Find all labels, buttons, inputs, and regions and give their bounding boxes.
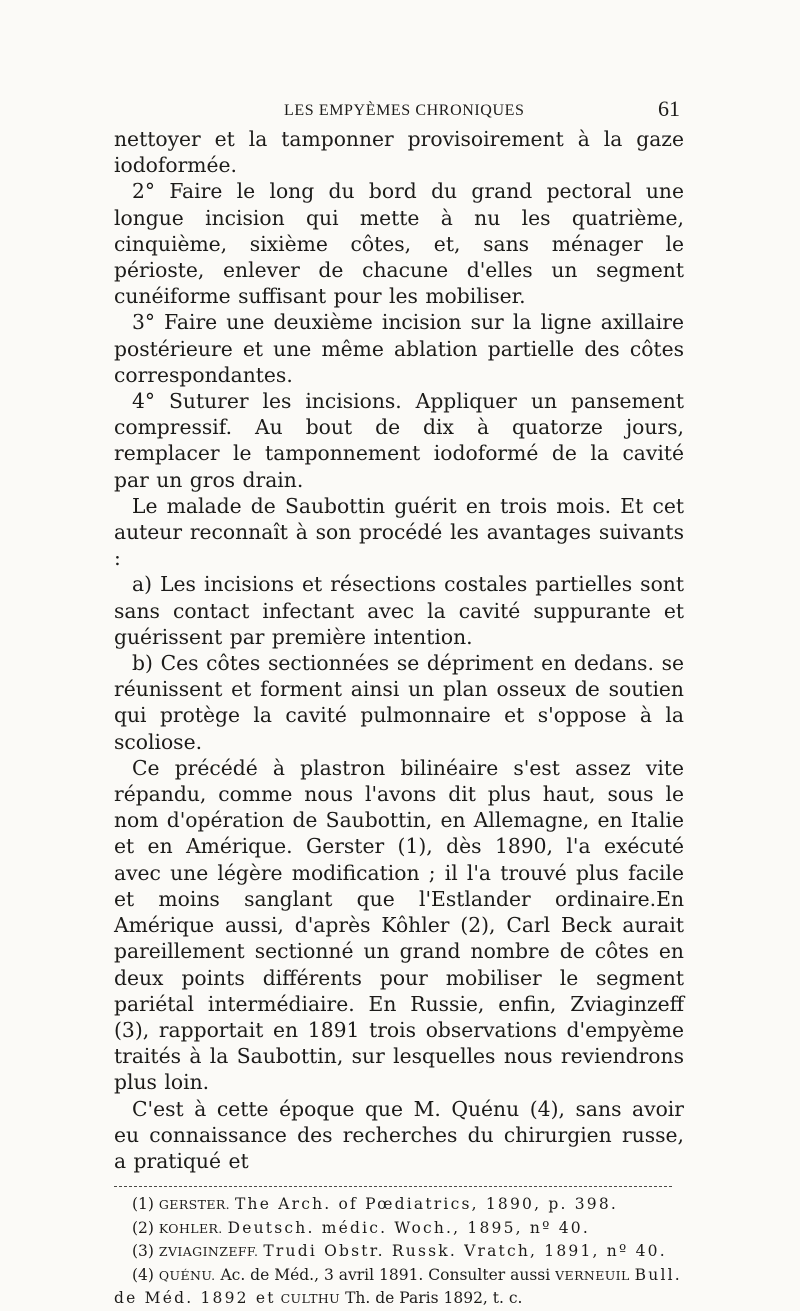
footnote-author: KOHLER. [158, 1220, 223, 1236]
body-text [114, 126, 684, 1174]
footnote-number: (4) [132, 1265, 154, 1284]
footnote [114, 1240, 684, 1264]
footnote-number: (3) [132, 1242, 154, 1261]
paragraph: 4° Suturer les incisions. Appliquer un pansement compressif. Au bout de dix à quatorze jours, remplacer le tamponnement iodoformé de la cavité par un gros drain. [114, 389, 684, 492]
footnote-author: GERSTER. [158, 1197, 231, 1213]
footnote-text: Bull. de Méd. 1892 et [114, 1265, 682, 1308]
paragraph: C'est à cette époque que M. Quénu (4), sans avoir eu connaissance des recherches du chirurgien russe, a pratiqué et [114, 1096, 684, 1173]
footnote-text: Trudi Obstr. Russk. Vratch, 1891, nº 40. [263, 1242, 667, 1261]
footnote-author: QUÉNU. [158, 1267, 216, 1283]
footnote-author: VERNEUIL [555, 1267, 630, 1283]
footnote-number: (2) [132, 1218, 154, 1237]
footnote [114, 1264, 684, 1311]
page-number: 61 [658, 96, 680, 121]
running-title: LES EMPYÈMES CHRONIQUES [284, 102, 525, 119]
running-header [114, 96, 684, 126]
footnote [114, 1193, 684, 1217]
footnote-text: Ac. de Méd., 3 avril 1891. Consulter aussi [220, 1265, 551, 1284]
paragraph: 2° Faire le long du bord du grand pectoral une longue incision qui mette à nu les quatrième, cinquième, sixième côtes, et, sans ménager le périoste, enlever de chacune d'elles un segment cunéiforme suffisant pour les mobiliser. [114, 179, 684, 309]
footnote-text: Deutsch. médic. Woch., 1895, nº 40. [227, 1218, 590, 1237]
paragraph: 3° Faire une deuxième incision sur la ligne axillaire postérieure et une même ablation partielle des côtes correspondantes. [114, 310, 684, 387]
paragraph: a) Les incisions et résections costales partielles sont sans contact infectant avec la cavité suppurante et guérissent par première intention. [114, 572, 684, 649]
book-page [114, 96, 684, 1311]
footnote-text: The Arch. of Pœdiatrics, 1890, p. 398. [234, 1195, 619, 1214]
paragraph: b) Ces côtes sectionnées se dépriment en dedans. se réunissent et forment ainsi un plan osseux de soutien qui protège la cavité pulmonnaire et s'oppose à la scoliose. [114, 651, 684, 754]
footnote [114, 1217, 684, 1241]
footnote-author: CULTHU [280, 1291, 341, 1307]
footnote-text: Th. de Paris 1892, t. c. [345, 1289, 523, 1308]
footnote-number: (1) [132, 1195, 154, 1214]
footnotes [114, 1193, 684, 1311]
paragraph: Ce précédé à plastron bilinéaire s'est assez vite répandu, comme nous l'avons dit plus haut, sous le nom d'opération de Saubottin, en Allemagne, en Italie et en Amérique. Gerster (1), dès 1890, l'a exécuté avec une légère modification ; il l'a trouvé plus facile et moins sanglant que l'Estlander ordinaire.En Amérique aussi, d'après Kôhler (2), Carl Beck aurait pareillement sectionné un grand nombre de côtes en deux points différents pour mobiliser le segment pariétal intermédiaire. En Russie, enfin, Zviaginzeff (3), rapportait en 1891 trois observations d'empyème traités à la Saubottin, sur lesquelles nous reviendrons plus loin. [114, 755, 684, 1095]
paragraph: Le malade de Saubottin guérit en trois mois. Et cet auteur reconnaît à son procédé les avantages suivants : [114, 493, 684, 571]
footnote-separator [114, 1186, 672, 1187]
footnote-author: ZVIAGINZEFF. [158, 1244, 259, 1260]
paragraph: nettoyer et la tamponner provisoirement à la gaze iodoformée. [114, 127, 684, 178]
